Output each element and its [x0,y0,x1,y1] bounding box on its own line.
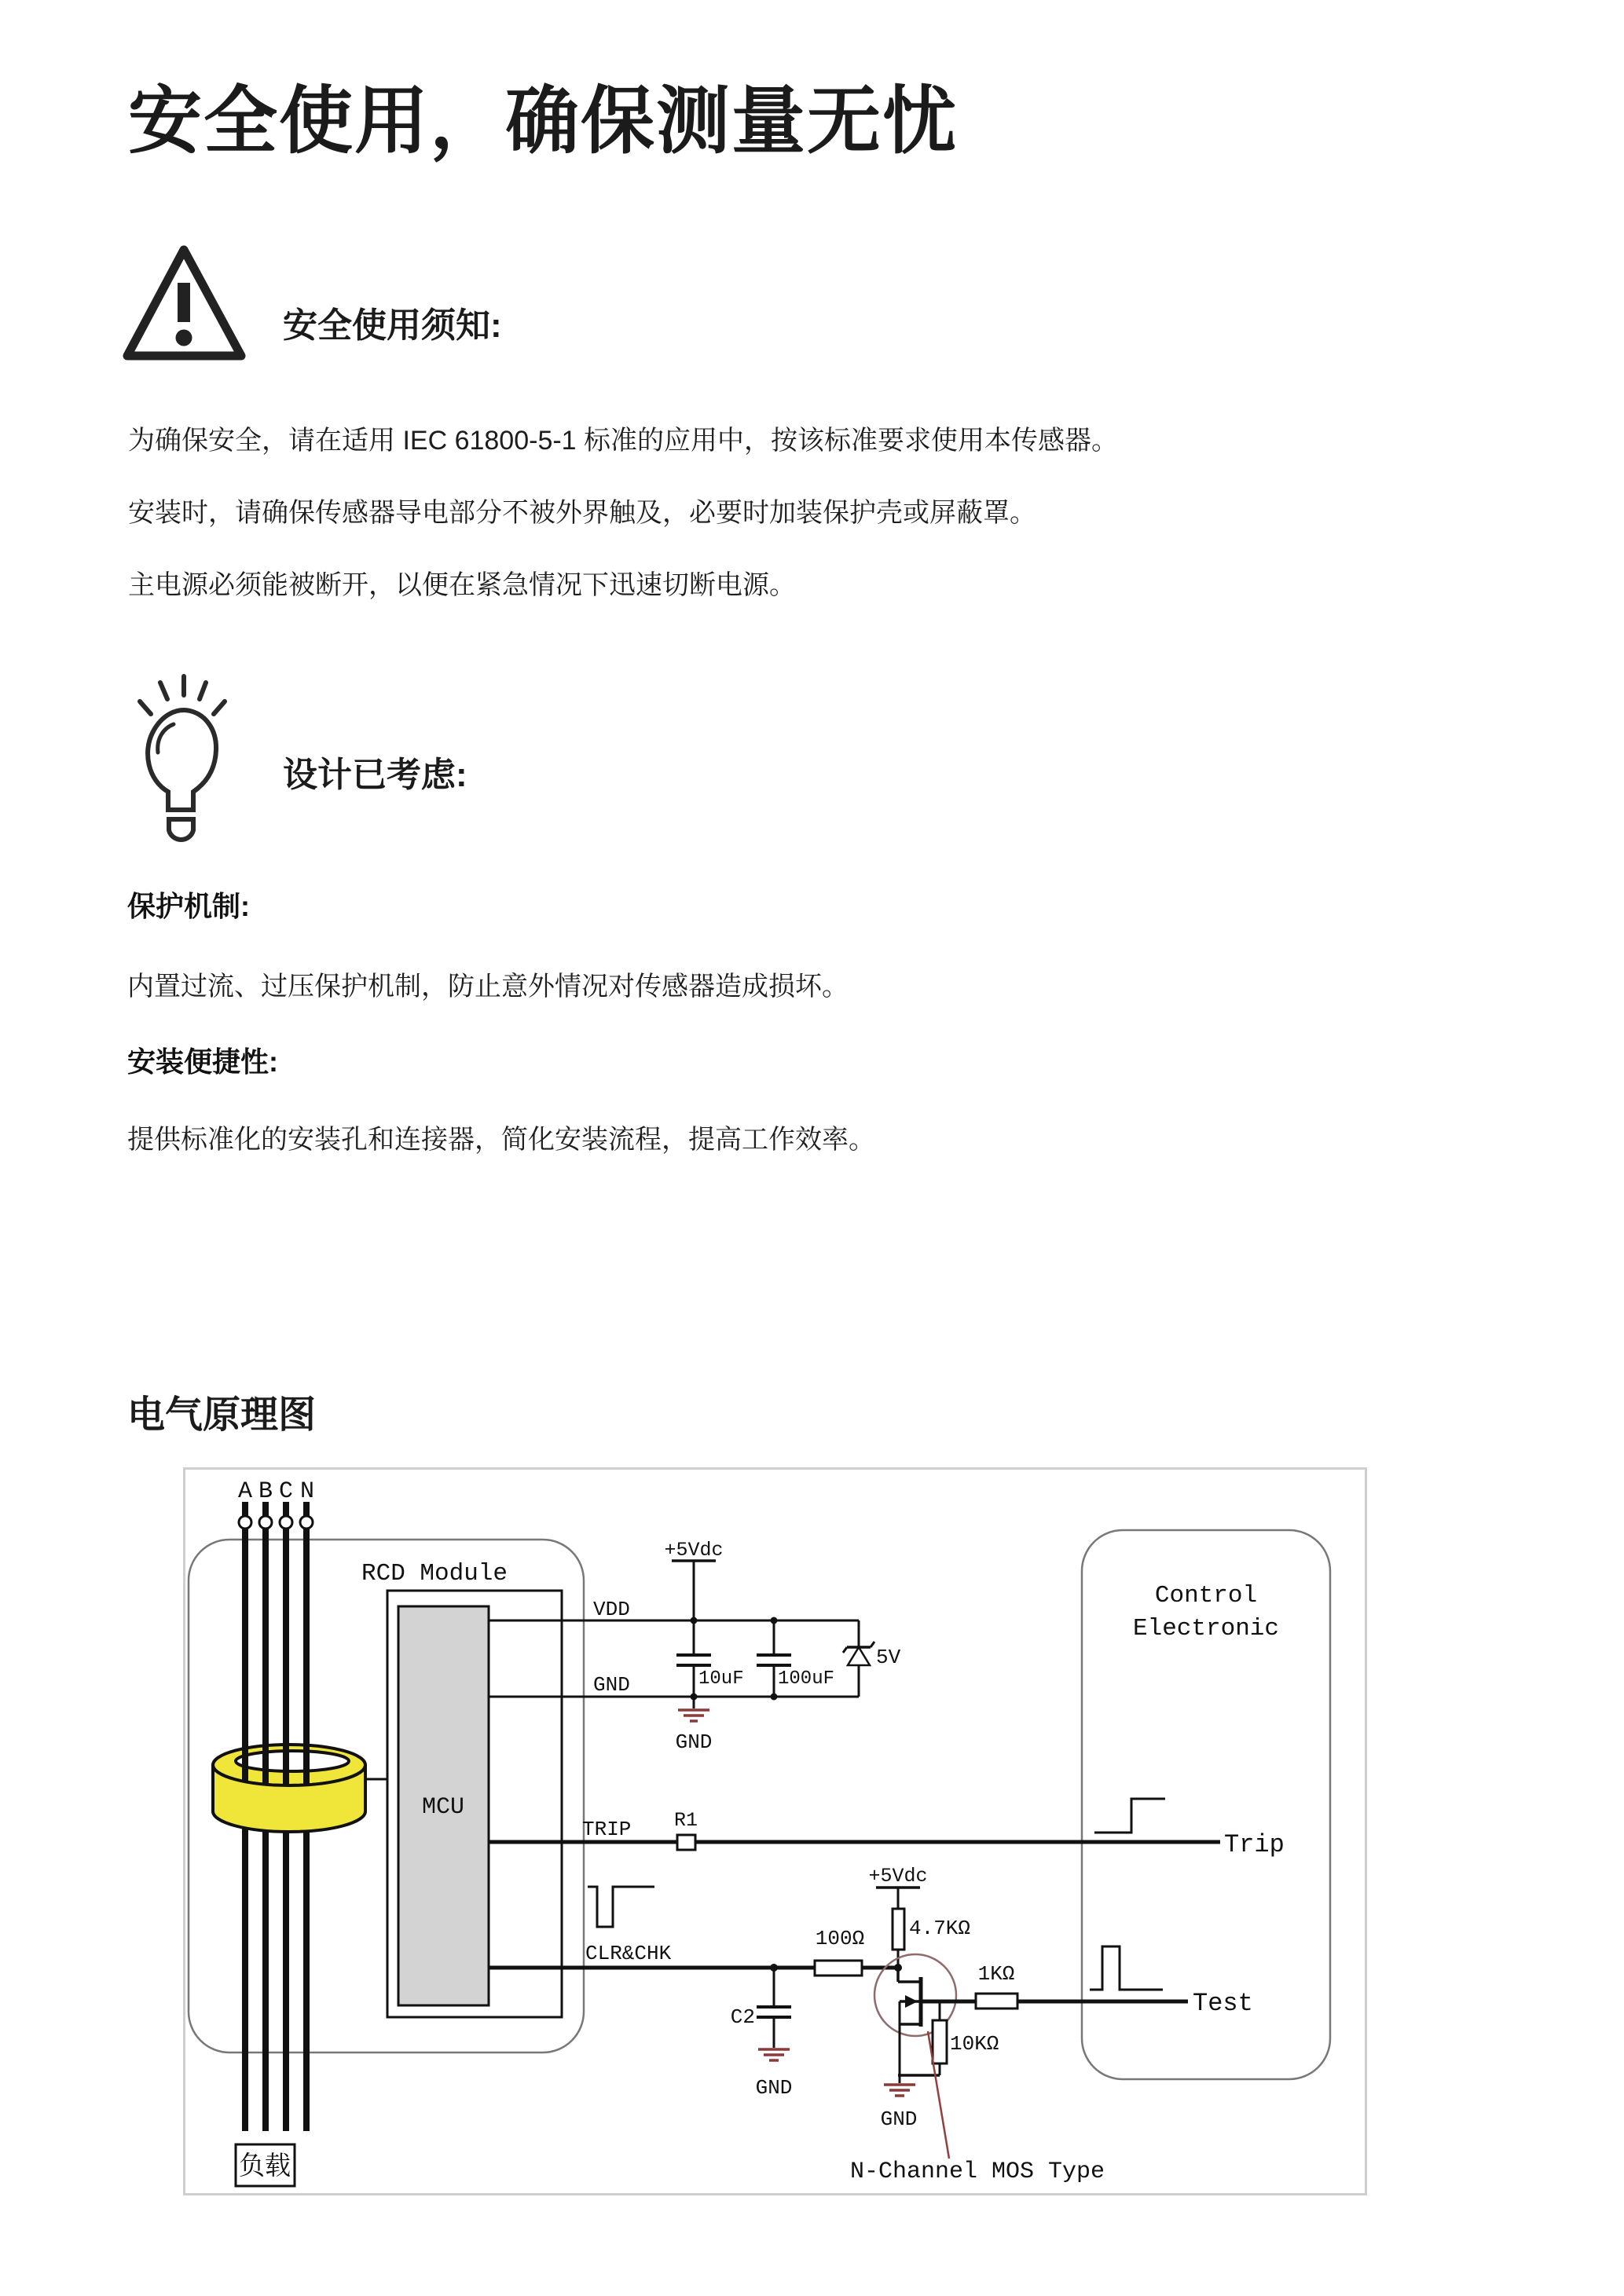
design-item-1-label: 保护机制: [127,890,250,922]
phase-label-c: C [278,1478,294,1505]
control-box-title-line1: Control [1154,1582,1258,1609]
safety-paragraph-3: 主电源必须能被断开，以便在紧急情况下迅速切断电源。 [128,570,796,600]
phase-label-n: N [299,1478,315,1505]
load-label: 负载 [239,2151,291,2180]
diagram-heading: 电气原理图 [127,1394,317,1436]
terminal-b [259,1516,272,1529]
phase-label-b: B [258,1478,273,1505]
r10k-label: 10KΩ [950,2032,999,2056]
warning-triangle-icon [119,242,249,368]
bulb-ray-4 [200,683,206,699]
safety-paragraph-2: 安装时，请确保传感器导电部分不被外界触及，必要时加装保护壳或屏蔽罩。 [128,498,1036,528]
r100-label: 100Ω [815,1927,865,1950]
bulb-ray-5 [214,701,225,714]
phase-label-a: A [237,1478,253,1505]
r1k-label: 1KΩ [977,1962,1015,1986]
light-bulb-icon [124,664,242,852]
design-item-2-label: 安装便捷性: [127,1045,278,1078]
electrical-schematic [183,1467,1367,2195]
resistor-10k [933,2020,947,2063]
resistor-r1 [677,1835,695,1850]
r47k-label: 4.7KΩ [909,1917,971,1940]
design-heading: 设计已考虑: [283,756,467,794]
safety-heading: 安全使用须知: [283,306,502,345]
design-item-2-text: 提供标准化的安装孔和连接器，简化安装流程，提高工作效率。 [127,1125,875,1155]
bulb-base [169,819,193,840]
bulb-ray-1 [140,701,151,714]
ground-label-2: GND [755,2076,793,2100]
r1-label: R1 [673,1809,698,1832]
cap1-label: 10uF [698,1668,744,1690]
bulb-ray-2 [160,683,167,699]
terminal-n [300,1516,313,1529]
terminal-a [239,1516,251,1529]
zener-label: 5V [876,1646,901,1669]
bulb-glass [148,710,216,810]
rcd-module-title: RCD Module [361,1560,508,1587]
supply2-label: +5Vdc [868,1865,928,1888]
trip-output-label: Trip [1224,1830,1285,1859]
bulb-highlight [158,724,174,753]
ground-label-3: GND [880,2107,918,2131]
mcu-label: MCU [421,1794,465,1821]
resistor-4k7 [893,1909,904,1950]
ground-label-1: GND [675,1730,713,1754]
design-item-1-text: 内置过流、过压保护机制，防止意外情况对传感器造成损坏。 [127,972,849,1002]
supply1-label: +5Vdc [664,1539,724,1562]
pin-label-trip: TRIP [582,1818,632,1841]
exclamation-dot [176,330,192,346]
safety-paragraph-1: 为确保安全，请在适用 IEC 61800-5-1 标准的应用中，按该标准要求使用本传感器。 [128,426,1119,456]
pin-label-clrchk: CLR&CHK [585,1942,672,1965]
mos-note-label: N-Channel MOS Type [850,2159,1105,2185]
pin-label-vdd: VDD [593,1598,630,1621]
c2-label: C2 [730,2005,755,2029]
control-box-title-line2: Electronic [1132,1615,1280,1642]
page-title: 安全使用，确保测量无忧 [128,79,959,162]
terminal-c [280,1516,292,1529]
pin-label-gnd: GND [593,1673,630,1697]
cap2-label: 100uF [778,1668,835,1690]
resistor-1k [976,1994,1017,2009]
safety-paragraphs [128,405,1118,621]
toroid-hole [236,1751,349,1771]
resistor-100ohm [815,1961,862,1976]
test-output-label: Test [1193,1989,1253,2018]
